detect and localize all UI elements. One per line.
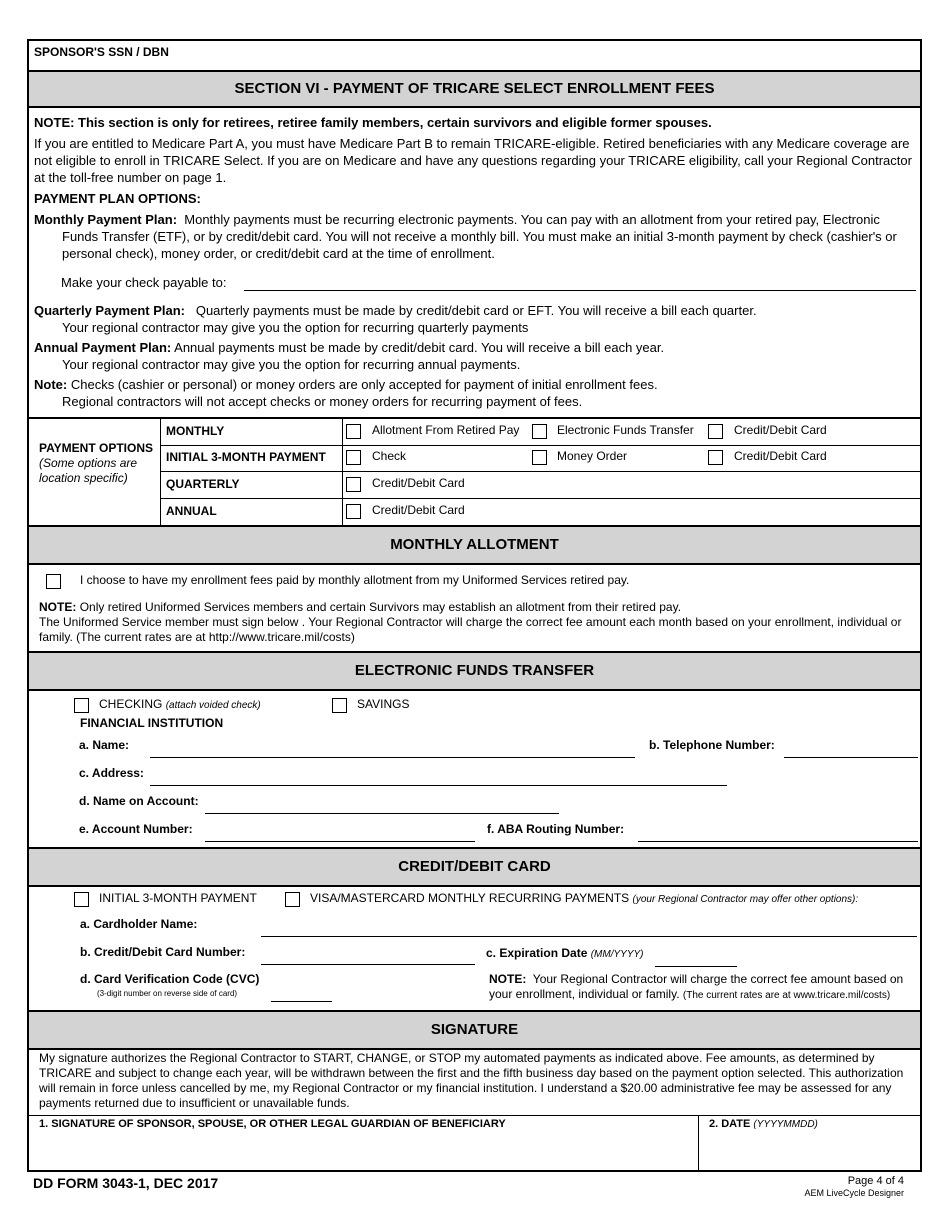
eft-account-number-field[interactable] (205, 841, 475, 842)
monthly-plan-text (34, 211, 914, 262)
allotment-note-line2: The Uniformed Service member must sign below . Your Regional Contractor will charge the correct fee amount each month based on your enrollment, individual or family. (The current rates are at http://www.tricare.mil/costs) (39, 615, 902, 644)
sponsor-ssn-field[interactable] (114, 42, 914, 68)
annual-plan-label: Annual Payment Plan: (34, 340, 172, 355)
eft-checkbox[interactable] (532, 424, 547, 439)
card-initial-checkbox[interactable] (74, 892, 89, 907)
payment-options-label: PAYMENT OPTIONS (Some options are location specific) (39, 441, 154, 485)
allotment-choice-checkbox[interactable] (46, 574, 61, 589)
eligibility-note: NOTE: This section is only for retirees, retiree family members, certain survivors and eligible former spouses. (34, 115, 712, 130)
signature-top-border (29, 1115, 920, 1116)
table-row-divider-2 (160, 471, 920, 472)
form-id: DD FORM 3043-1, DEC 2017 (33, 1175, 219, 1191)
checks-note-text1: Checks (cashier or personal) or money orders are only accepted for payment of initial enrollment fees. (70, 377, 658, 392)
allotment-option-label: Allotment From Retired Pay (372, 423, 520, 437)
allotment-note (39, 600, 909, 645)
section-vi-header: SECTION VI - PAYMENT OF TRICARE SELECT ENROLLMENT FEES (29, 70, 920, 108)
eft-name-on-account-label: d. Name on Account: (79, 794, 199, 808)
signature-field[interactable] (31, 1133, 695, 1171)
card-initial-label: INITIAL 3-MONTH PAYMENT (99, 891, 257, 905)
card-number-label: b. Credit/Debit Card Number: (80, 945, 246, 959)
cardholder-field[interactable] (261, 936, 917, 937)
eft-telephone-label: b. Telephone Number: (649, 738, 775, 752)
annual-card-checkbox[interactable] (346, 504, 361, 519)
eft-address-field[interactable] (150, 785, 727, 786)
eft-telephone-field[interactable] (784, 757, 918, 758)
plan-options-heading: PAYMENT PLAN OPTIONS: (34, 191, 201, 206)
check-option-label: Check (372, 449, 407, 463)
sponsor-ssn-label: SPONSOR'S SSN / DBN (34, 45, 169, 59)
cvc-note: (3-digit number on reverse side of card) (97, 989, 238, 998)
signature-header: SIGNATURE (29, 1010, 920, 1050)
plans-block (34, 302, 914, 410)
quarterly-row-label: QUARTERLY (166, 477, 240, 491)
allotment-note-label: NOTE: (39, 600, 77, 614)
quarterly-plan-text2: Your regional contractor may give you the option for recurring quarterly payments (62, 320, 529, 335)
eft-name-on-account-field[interactable] (205, 813, 559, 814)
eft-name-label: a. Name: (79, 738, 130, 752)
initial-card-option-label: Credit/Debit Card (734, 449, 827, 463)
table-row-divider-1 (160, 445, 920, 446)
allotment-choice-label: I choose to have my enrollment fees paid by monthly allotment from my Uniformed Services retired pay. (80, 573, 630, 587)
medicare-paragraph: If you are entitled to Medicare Part A, you must have Medicare Part B to remain TRICARE-eligible. Retired beneficiaries with any Medicare coverage are not eligible to enroll in TRICARE Select. If you are on Medicare and have any questions regarding your TRICARE eligibility, call your Regional Contractor at the toll-free number on page 1. (34, 136, 912, 185)
checking-checkbox[interactable] (74, 698, 89, 713)
table-top-border (29, 417, 920, 419)
eft-address-label: c. Address: (79, 766, 144, 780)
eft-aba-field[interactable] (638, 841, 918, 842)
monthly-row-label: MONTHLY (166, 424, 225, 438)
initial-row-label: INITIAL 3-MONTH PAYMENT (166, 450, 326, 464)
eft-account-number-label: e. Account Number: (79, 822, 193, 836)
check-payable-label: Make your check payable to: (61, 275, 227, 290)
credit-card-header: CREDIT/DEBIT CARD (29, 847, 920, 887)
checking-label: CHECKING (attach voided check) (99, 697, 261, 711)
quarterly-plan-label: Quarterly Payment Plan: (34, 303, 185, 318)
cvc-field[interactable] (271, 1001, 332, 1002)
monthly-plan-label: Monthly Payment Plan: (34, 212, 178, 227)
annual-card-option-label: Credit/Debit Card (372, 503, 465, 517)
eft-aba-label: f. ABA Routing Number: (487, 822, 625, 836)
financial-institution-label: FINANCIAL INSTITUTION (80, 716, 224, 730)
signature-date-divider (698, 1115, 699, 1172)
cvc-label: d. Card Verification Code (CVC) (80, 972, 260, 986)
page-number: Page 4 of 4 (847, 1175, 904, 1187)
date-label: 2. DATE (YYYYMMDD) (709, 1118, 818, 1130)
cardholder-label: a. Cardholder Name: (80, 917, 198, 931)
checks-note-label: Note: (34, 377, 68, 392)
allotment-checkbox[interactable] (346, 424, 361, 439)
money-order-option-label: Money Order (557, 449, 628, 463)
quarterly-plan-text1: Quarterly payments must be made by credit/debit card or EFT. You will receive a bill each quarter. (195, 303, 757, 318)
signature-label: 1. SIGNATURE OF SPONSOR, SPOUSE, OR OTHER LEGAL GUARDIAN OF BENEFICIARY (39, 1118, 506, 1130)
annual-plan-text2: Your regional contractor may give you the option for recurring annual payments. (62, 357, 521, 372)
card-visa-label: VISA/MASTERCARD MONTHLY RECURRING PAYMENTS (your Regional Contractor may offer other options): (310, 891, 859, 905)
annual-plan-text1: Annual payments must be made by credit/debit card. You will receive a bill each year. (174, 340, 665, 355)
eft-option-label: Electronic Funds Transfer (557, 423, 694, 437)
initial-card-checkbox[interactable] (708, 450, 723, 465)
check-checkbox[interactable] (346, 450, 361, 465)
quarterly-card-option-label: Credit/Debit Card (372, 476, 465, 490)
savings-checkbox[interactable] (332, 698, 347, 713)
allotment-note-line1: Only retired Uniformed Services members and certain Survivors may establish an allotment from their retired pay. (79, 600, 682, 614)
payment-info-block (34, 114, 914, 262)
savings-label: SAVINGS (357, 697, 410, 711)
card-visa-checkbox[interactable] (285, 892, 300, 907)
signature-authorization-text: My signature authorizes the Regional Contractor to START, CHANGE, or STOP my automated payments as indicated above. Fee amounts, as determined by TRICARE and subject to change each year, will be withdrawn between the first and the fifth business day based on the payment option selected. This authorization will remain in force unless cancelled by me, my Regional Contractor or my financial institution. I understand a $20.00 administrative fee may be assessed for any payments returned due to insufficient or unavailable funds. (39, 1051, 904, 1110)
designer-credit: AEM LiveCycle Designer (804, 1188, 904, 1198)
form-page (27, 39, 922, 1172)
money-order-checkbox[interactable] (532, 450, 547, 465)
monthly-allotment-header: MONTHLY ALLOTMENT (29, 525, 920, 565)
monthly-card-option-label: Credit/Debit Card (734, 423, 827, 437)
annual-row-label: ANNUAL (166, 504, 217, 518)
date-field[interactable] (701, 1133, 917, 1171)
card-fee-note: NOTE: Your Regional Contractor will charge the correct fee amount based on your enrollment, individual or family. (The current rates are at www.tricare.mil/costs) (489, 972, 904, 1001)
expiration-field[interactable] (655, 966, 737, 967)
eft-header: ELECTRONIC FUNDS TRANSFER (29, 651, 920, 691)
quarterly-card-checkbox[interactable] (346, 477, 361, 492)
checks-note-text2: Regional contractors will not accept checks or money orders for recurring payment of fees. (62, 394, 583, 409)
monthly-plan-body: Monthly payments must be recurring electronic payments. You can pay with an allotment from your retired pay, Electronic Funds Transfer (ETF), or by credit/debit card. You will not receive a monthly bill. You must make an initial 3-month payment by check (cashier's or personal check), money order, or credit/debit card at the time of enrollment. (62, 212, 897, 261)
monthly-card-checkbox[interactable] (708, 424, 723, 439)
check-payable-field[interactable] (244, 290, 916, 291)
table-row-divider-3 (160, 498, 920, 499)
expiration-label: c. Expiration Date (MM/YYYY) (486, 946, 644, 960)
card-number-field[interactable] (261, 964, 475, 965)
eft-name-field[interactable] (150, 757, 635, 758)
